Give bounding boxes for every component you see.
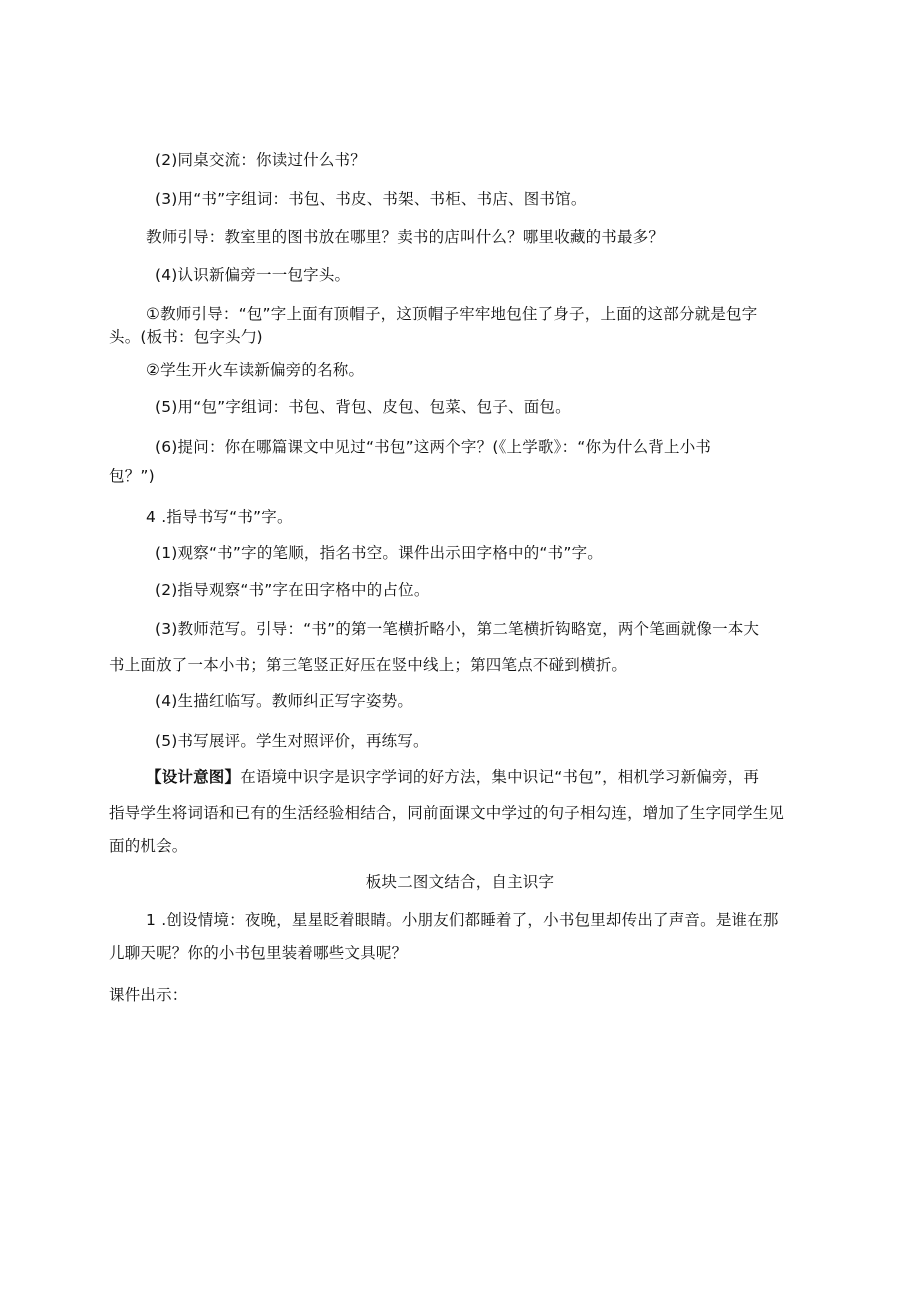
text-line: 儿聊天呢？你的小书包里装着哪些文具呢？ bbox=[109, 944, 408, 962]
text-line: 包？”) bbox=[109, 467, 155, 485]
text-line: (2)指导观察“书”字在田字格中的占位。 bbox=[155, 581, 430, 599]
text-line: 面的机会。 bbox=[109, 837, 188, 855]
section-heading: 板块二图文结合，自主识字 bbox=[365, 873, 555, 891]
text-line: (5)用“包”字组词：书包、背包、皮包、包菜、包子、面包。 bbox=[155, 398, 571, 416]
text-line: (1)观察“书”字的笔顺，指名书空。课件出示田字格中的“书”字。 bbox=[155, 544, 603, 562]
text-line: (6)提问：你在哪篇课文中见过“书包”这两个字？(《上学歌》：“你为什么背上小书 bbox=[155, 438, 712, 456]
text-line: 1 .创设情境：夜晚，星星眨着眼睛。小朋友们都睡着了，小书包里却传出了声音。是谁在那 bbox=[146, 911, 779, 929]
text-line: ①教师引导：“包”字上面有顶帽子，这顶帽子牢牢地包住了身子，上面的这部分就是包字 bbox=[146, 305, 758, 323]
text-line: 书上面放了一本小书；第三笔竖正好压在竖中线上；第四笔点不碰到横折。 bbox=[109, 656, 628, 674]
text-line: 课件出示： bbox=[109, 986, 188, 1004]
text-line: 4 .指导书写“书”字。 bbox=[146, 508, 293, 526]
design-intent-label: 【设计意图】 bbox=[146, 768, 241, 786]
text-line: 指导学生将词语和已有的生活经验相结合，同前面课文中学过的句子相勾连，增加了生字同学生见 bbox=[109, 804, 785, 822]
text-line: 在语境中识字是识字学词的好方法，集中识记“书包”，相机学习新偏旁，再 bbox=[240, 768, 760, 786]
text-line: (3)教师范写。引导：“书”的第一笔横折略小，第二笔横折钩略宽，两个笔画就像一本大 bbox=[155, 620, 760, 638]
text-line: (3)用“书”字组词：书包、书皮、书架、书柜、书店、图书馆。 bbox=[155, 190, 587, 208]
text-line: 头。(板书：包字头勹) bbox=[109, 328, 263, 346]
design-intent-line bbox=[146, 767, 759, 787]
text-line: (4)生描红临写。教师纠正写字姿势。 bbox=[155, 692, 414, 710]
text-line: ②学生开火车读新偏旁的名称。 bbox=[146, 361, 365, 379]
text-line: (4)认识新偏旁一一包字头。 bbox=[155, 266, 351, 284]
text-line: 教师引导：教室里的图书放在哪里？卖书的店叫什么？哪里收藏的书最多？ bbox=[146, 228, 665, 246]
text-line: (5)书写展评。学生对照评价，再练写。 bbox=[155, 732, 429, 750]
text-line: (2)同桌交流：你读过什么书？ bbox=[155, 151, 366, 169]
